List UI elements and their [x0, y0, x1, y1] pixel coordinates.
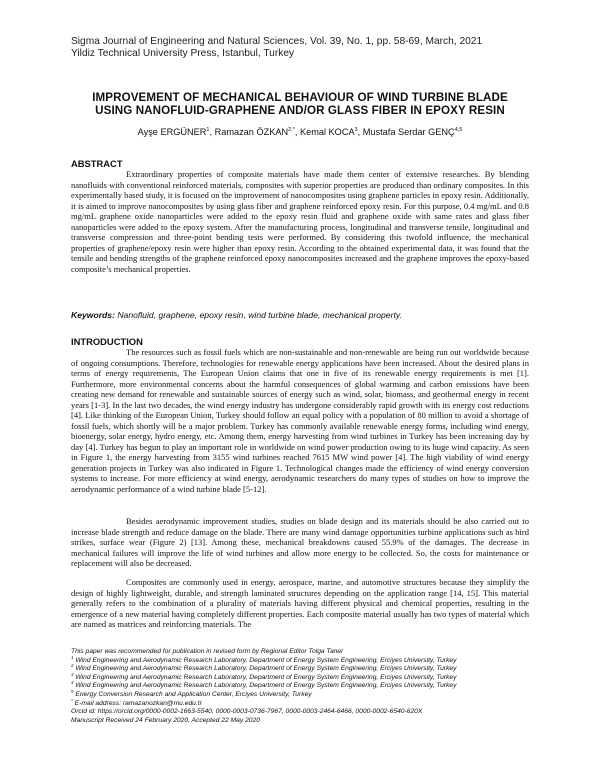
affiliation-footnote [71, 654, 531, 666]
author-affiliation-mark: 4,5 [454, 126, 463, 133]
affiliation-footnote [71, 662, 531, 674]
author-name: Mustafa Serdar GENÇ [362, 127, 455, 137]
paper-title [70, 91, 530, 117]
affiliation-number: 1 [71, 654, 74, 660]
author-affiliation-mark: 3 [354, 126, 358, 133]
abstract-heading: ABSTRACT [71, 158, 123, 169]
publisher-line: Yildiz Technical University Press, Istanbul, Turkey [71, 48, 295, 59]
orcid-line: Orcid id: https://orcid.org/0000-0002-1663-5540, 0000-0003-0736-7967, 0000-0003-2464-6466, 0000-0002-6540-620X [71, 708, 423, 716]
affiliation-number: 4 [71, 680, 74, 686]
email-text: E-mail address: ramazanozkan@mu.edu.tr [74, 699, 202, 707]
affiliation-text: Wind Engineering and Aerodynamic Research Laboratory, Department of Energy System Engineering, Erciyes University, Turkey [75, 682, 457, 690]
author-name: Kemal KOCA [299, 127, 355, 137]
author-name: Ayşe ERGÜNER [137, 127, 207, 137]
affiliation-number: 5 [71, 688, 74, 694]
author-affiliation-mark: 1 [206, 126, 210, 133]
keywords-text: Nanofluid, graphene, epoxy resin, wind turbine blade, mechanical property. [117, 310, 402, 320]
title-line-2: USING NANOFLUID-GRAPHENE AND/OR GLASS FIBER IN EPOXY RESIN [95, 104, 505, 117]
manuscript-dates: Manuscript Received 24 February 2020, Accepted 22 May 2020 [71, 716, 260, 724]
intro-paragraph-1: The resources such as fossil fuels which are non-sustainable and non-renewable are being run out worldwide because of ongoing consumptions. Therefore, technologies for renewable energy applications have been increased. About the desired plans in terms of energy requirements, The European Union claims that one in five of its renewable energy requirements is met [1]. Furthermore, more environmental concerns about the harmful consequences of global warming and carbon emissions have been creating new demand for renewable and sustainable sources of energy such as wind, solar, biomass, and geothermal energy in recent years [1-3]. In the last two decades, the wind energy industry has undergone considerably rapid growth with its energy cost reductions [4]. Like thinking of the European Union, Turkey should follow an equal policy with a population of 80 million to avoid a shortage of fossil fuels, which shortly will be a major problem. Turkey has commonly available renewable energy forms, including wind energy, bioenergy, solar energy, hydro energy, etc. Among them, energy harvesting from wind turbines in Turkey has been increasing day by day [4]. Turkey has begun to play an important role in worldwide on wind power production owing to its huge wind capacity. As seen in Figure 1, the energy harvesting from 3155 wind turbines reached 7615 MW wind power [4]. The high viability of wind energy generation projects in Turkey was also indicated in Figure 1. Technological changes made the efficiency of wind energy conversion systems to increase. For more efficiency at wind energy, aerodynamic researchers do many types of studies on how to improve the aerodynamic performance of a wind turbine blade [5-12]. [71, 347, 529, 494]
author-affiliation-mark: 2,* [288, 126, 295, 133]
email-footnote [71, 697, 531, 709]
affiliation-text: Energy Conversion Research and Application Center, Erciyes University, Turkey [75, 690, 312, 698]
journal-header [71, 36, 482, 60]
recommendation-note: This paper was recommended for publication in revised form by Regional Editor Tolga Taner [71, 648, 344, 655]
affiliation-text: Wind Engineering and Aerodynamic Research Laboratory, Department of Energy System Engineering, Erciyes University, Turkey [75, 656, 457, 664]
author-name: Ramazan ÖZKAN [214, 127, 289, 137]
affiliation-footnote [71, 682, 531, 691]
email-mark: * [71, 697, 73, 703]
author-list: Ayşe ERGÜNER$^1$, Ramazan $ÖZKAN^{2,*}$, Kemal KOCA$^3$, Mustafa Serdar GENÇ$^{4,5}$ [137, 126, 463, 137]
intro-paragraph-2: Besides aerodynamic improvement studies, studies on blade design and its materials should be also carried out to increase blade strength and reduce damage on the blade. There are many wind damage opportunities turbine applications such as bird strikes, surface wear (Figure 2) [13]. Among these, mechanical breakdowns caused 55.9% of the damages. The decrease in mechanical failures will improve the life of wind turbines and allow more energy to be collected. So, the costs for maintenance or replacement will also be decreased. [71, 516, 529, 568]
introduction-heading: INTRODUCTION [71, 336, 143, 347]
abstract-text: Extraordinary properties of composite materials have made them center of extensive researches. By blending nanofluids with conventional reinforced materials, composites with superior properties are produced than ordinary composites. In this experimentally based study, it is focused on the improvement of nanocomposites using graphene particles in epoxy resin. Additionally, it is aimed to improve nanocomposites by using glass fiber and graphene reinforced epoxy resin. For this purpose, 0.4 mg/mL and 0.8 mg/mL graphene oxide nanoparticles were added to the epoxy resin fluid and graphene oxide with same rates and glass fiber nanoparticles were added to the epoxy system. After the manufacturing process, longitudinal and transverse tensile, longitudinal and transverse compression and three-point bending tests were performed. By considering this twofold influence, the mechanical properties of graphene/epoxy resin were higher than epoxy resin. According to the obtained experimental data, it was found that the tensile and bending strengths of the graphene reinforced epoxy nanocomposites increased and the graphene improves the epoxy-based composite’s mechanical properties. [71, 169, 529, 274]
affiliation-number: 3 [71, 671, 74, 677]
affiliation-text: Wind Engineering and Aerodynamic Research Laboratory, Department of Energy System Engineering, Erciyes University, Turkey [75, 673, 457, 681]
footnotes [71, 648, 531, 725]
affiliation-text: Wind Engineering and Aerodynamic Research Laboratory, Department of Energy System Engineering, Erciyes University, Turkey [75, 665, 457, 673]
intro-paragraph-3: Composites are commonly used in energy, aerospace, marine, and automotive structures because they simplify the design of highly lightweight, durable, and strength laminated structures depending on the application range [14, 15]. This material generally refers to the combination of a plurality of materials having different physical and chemical properties, resulting in the emergence of a new material having completely different properties. Each composite material usually has two types of material which are named as matrices and reinforcing materials. The [71, 577, 529, 629]
keywords-label: Keywords: [71, 310, 115, 320]
title-line-1: IMPROVEMENT OF MECHANICAL BEHAVIOUR OF WIND TURBINE BLADE [92, 91, 508, 104]
affiliation-number: 2 [71, 662, 74, 668]
keywords [71, 310, 529, 321]
journal-citation: Sigma Journal of Engineering and Natural Sciences, Vol. 39, No. 1, pp. 58-69, March, 2021 [71, 36, 483, 47]
